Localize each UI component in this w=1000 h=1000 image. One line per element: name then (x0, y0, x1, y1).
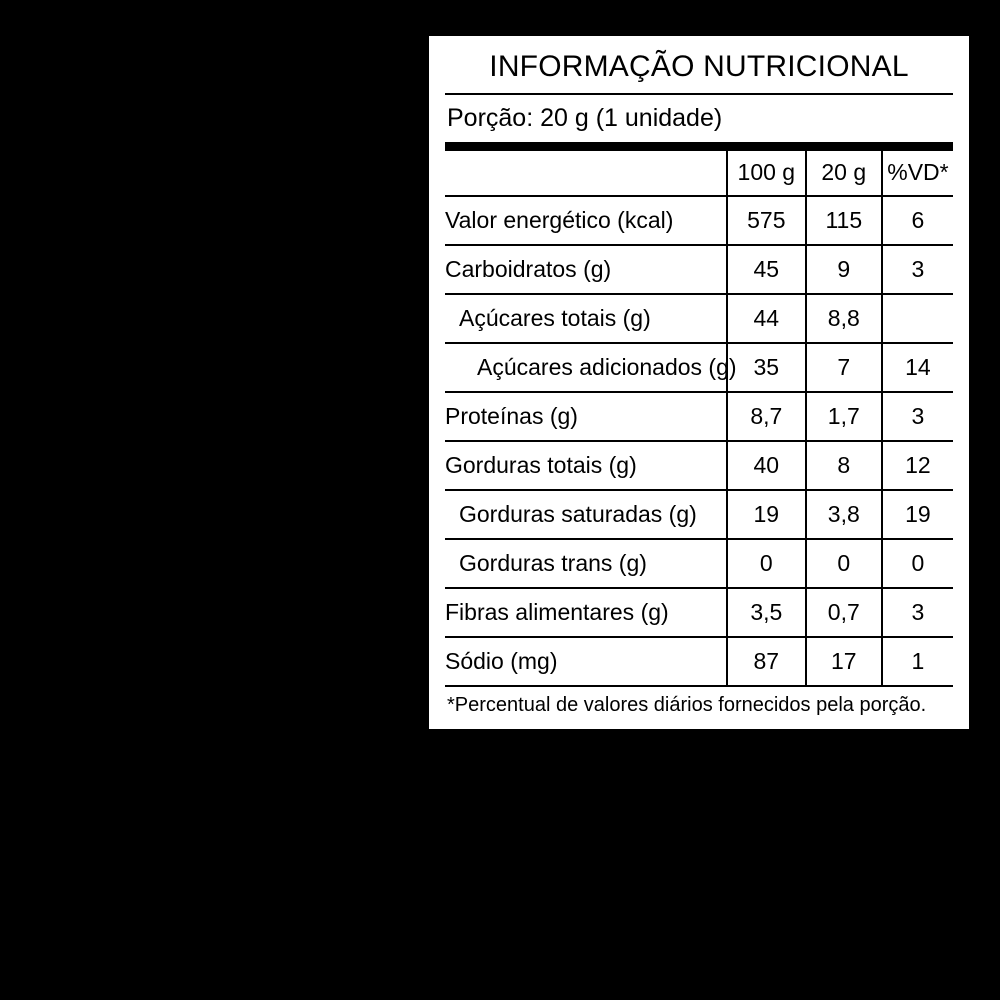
value-per-portion: 7 (806, 343, 882, 392)
value-vd: 3 (882, 392, 953, 441)
table-row (445, 588, 953, 637)
value-vd: 6 (882, 196, 953, 245)
value-vd: 3 (882, 245, 953, 294)
value-vd (882, 294, 953, 343)
nutrition-facts-panel (424, 31, 974, 734)
value-per-portion: 8,8 (806, 294, 882, 343)
value-per-portion: 0,7 (806, 588, 882, 637)
header-name (445, 151, 727, 196)
value-per-100g: 44 (727, 294, 806, 343)
table-row (445, 637, 953, 686)
value-vd: 3 (882, 588, 953, 637)
value-vd: 14 (882, 343, 953, 392)
value-per-100g: 45 (727, 245, 806, 294)
nutrient-name: Valor energético (kcal) (445, 196, 727, 245)
nutrition-label-title: INFORMAÇÃO NUTRICIONAL (489, 50, 909, 83)
value-per-100g: 35 (727, 343, 806, 392)
value-per-100g: 87 (727, 637, 806, 686)
nutrient-name: Gorduras saturadas (g) (445, 490, 727, 539)
portion-text: Porção: 20 g (1 unidade) (447, 103, 723, 132)
table-row (445, 294, 953, 343)
value-vd: 1 (882, 637, 953, 686)
footnote-text: *Percentual de valores diários fornecidos pela porção. (447, 693, 927, 716)
value-per-100g: 0 (727, 539, 806, 588)
value-per-100g: 8,7 (727, 392, 806, 441)
nutrition-table (445, 151, 953, 687)
nutrient-name: Sódio (mg) (445, 637, 727, 686)
table-row (445, 196, 953, 245)
table-row (445, 245, 953, 294)
value-per-portion: 9 (806, 245, 882, 294)
value-per-portion: 3,8 (806, 490, 882, 539)
nutrient-name: Gorduras totais (g) (445, 441, 727, 490)
value-vd: 19 (882, 490, 953, 539)
value-per-portion: 0 (806, 539, 882, 588)
nutrient-name: Proteínas (g) (445, 392, 727, 441)
nutrient-name: Fibras alimentares (g) (445, 588, 727, 637)
value-per-portion: 1,7 (806, 392, 882, 441)
portion-divider-thick (445, 142, 953, 151)
header-vd: %VD* (882, 151, 953, 196)
value-vd: 0 (882, 539, 953, 588)
nutrient-name: Carboidratos (g) (445, 245, 727, 294)
table-row (445, 441, 953, 490)
header-per-100g: 100 g (727, 151, 806, 196)
value-per-100g: 3,5 (727, 588, 806, 637)
table-header-row (445, 151, 953, 196)
nutrient-name: Açúcares adicionados (g) (445, 343, 727, 392)
value-per-portion: 115 (806, 196, 882, 245)
value-per-100g: 19 (727, 490, 806, 539)
nutrient-name: Gorduras trans (g) (445, 539, 727, 588)
header-per-portion: 20 g (806, 151, 882, 196)
value-per-100g: 40 (727, 441, 806, 490)
value-per-100g: 575 (727, 196, 806, 245)
table-row (445, 343, 953, 392)
table-row (445, 539, 953, 588)
value-vd: 12 (882, 441, 953, 490)
table-row (445, 490, 953, 539)
value-per-portion: 17 (806, 637, 882, 686)
nutrient-name: Açúcares totais (g) (445, 294, 727, 343)
table-row (445, 392, 953, 441)
value-per-portion: 8 (806, 441, 882, 490)
